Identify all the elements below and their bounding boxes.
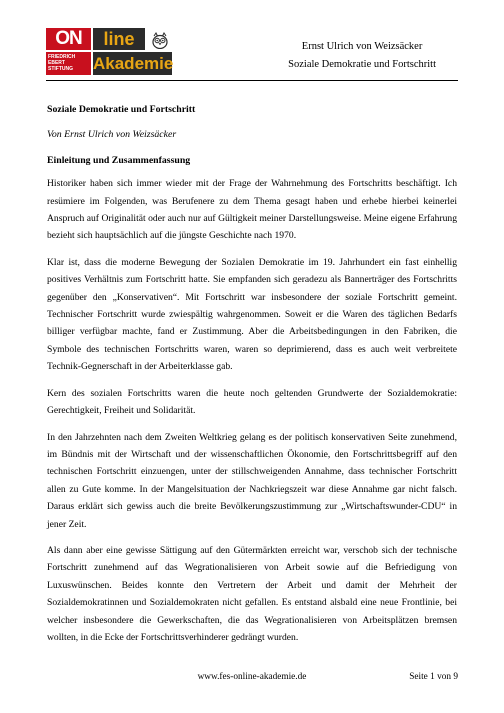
owl-icon <box>150 32 170 49</box>
footer-url[interactable]: www.fes-online-akademie.de <box>197 672 307 682</box>
page-number: Seite 1 von 9 <box>409 672 458 682</box>
header-author: Ernst Ulrich von Weizsäcker <box>301 41 423 52</box>
header-divider <box>46 80 458 81</box>
page-header <box>288 38 436 74</box>
paragraph: Kern des sozialen Fortschritts waren die heute noch geltenden Grundwerte der Sozialdemokratie: Gerechtigkeit, Freiheit und Solidarität. <box>47 387 457 417</box>
fes-online-akademie-logo <box>46 28 172 75</box>
document-byline: Von Ernst Ulrich von Weizsäcker <box>47 129 177 141</box>
logo-akademie-text: Akademie <box>93 54 174 73</box>
paragraph: Historiker haben sich immer wieder mit der Frage der Wahrnehmung des Fortschritts beschäftigt. Ich resümiere im Folgenden, was Berufenere zu dem Thema gesagt haben und erhebe hierbei keinerlei Anspruch auf Originalität oder auch nur auf Gültigkeit meiner Darstellungsweise. Meine eigene Erfahrung bezieht sich hauptsächlich auf die jüngste Geschichte nach 1970. <box>47 178 457 242</box>
document-body <box>47 101 457 655</box>
header-subtitle: Soziale Demokratie und Fortschritt <box>288 59 436 70</box>
logo-foundation-text: FRIEDRICH EBERT STIFTUNG <box>46 52 91 75</box>
logo-on-text: ON <box>46 28 91 50</box>
paragraph: Klar ist, dass die moderne Bewegung der Sozialen Demokratie im 19. Jahrhundert ein fast einhellig positives Verhältnis zum Fortschritt hatte. Sie empfanden sich geradezu als Bannerträger des Fortschritts gegenüber den „Konservativen“. Mit Fortschritt war insbesondere der soziale Fortschritt gemeint. Technischer Fortschritt wurde zwiespältig wahrgenommen. Soweit er die Waren des täglichen Bedarfs billiger verfügbar machte, fand er Zustimmung. Aber die Arbeitsbedingungen in den Fabriken, die Symbole des technischen Fortschritts waren, waren so deprimierend, dass es auch weit verbreitete Technik-Gegnerschaft in der Arbeiterklasse gab. <box>47 256 457 373</box>
paragraph: In den Jahrzehnten nach dem Zweiten Weltkrieg gelang es der politisch konservativen Seite zunehmend, im Bündnis mit der Wirtschaft und der wissenschaftlichen Ökonomie, den Fortschrittsbegriff auf den technischen Fortschritt einzuengen, unter der stillschweigenden Annahme, dass technischer Fortschritt allen zu Gute komme. In der Mangelsituation der Nachkriegszeit war diese Annahme gar nicht falsch. Daraus erklärt sich gewiss auch die breite Bevölkerungszustimmung zur „Wirtschaftswunder-CDU“ in jener Zeit. <box>47 431 457 530</box>
document-title: Soziale Demokratie und Fortschritt <box>47 104 196 115</box>
logo-line-text: line <box>93 28 145 50</box>
paragraph: Als dann aber eine gewisse Sättigung auf den Gütermärkten erreicht war, verschob sich der technische Fortschritt zunehmend auf das Wegrationalisieren von Arbeit sowie auf die Befriedigung von Luxuswünschen. Beides konnte den Vertretern der Arbeit und damit der Mehrheit der Sozialdemokratinnen und Sozialdemokraten nicht gefallen. Es entstand alsbald eine neue Frontlinie, bei welcher insbesondere die Gewerkschaften, die das Wegrationalisieren von Arbeitsplätzen bremsen wollten, in die Ecke der Fortschrittsverhinderer gedrängt wurden. <box>47 544 457 643</box>
page-footer <box>46 672 458 686</box>
section-heading: Einleitung und Zusammenfassung <box>47 154 191 166</box>
